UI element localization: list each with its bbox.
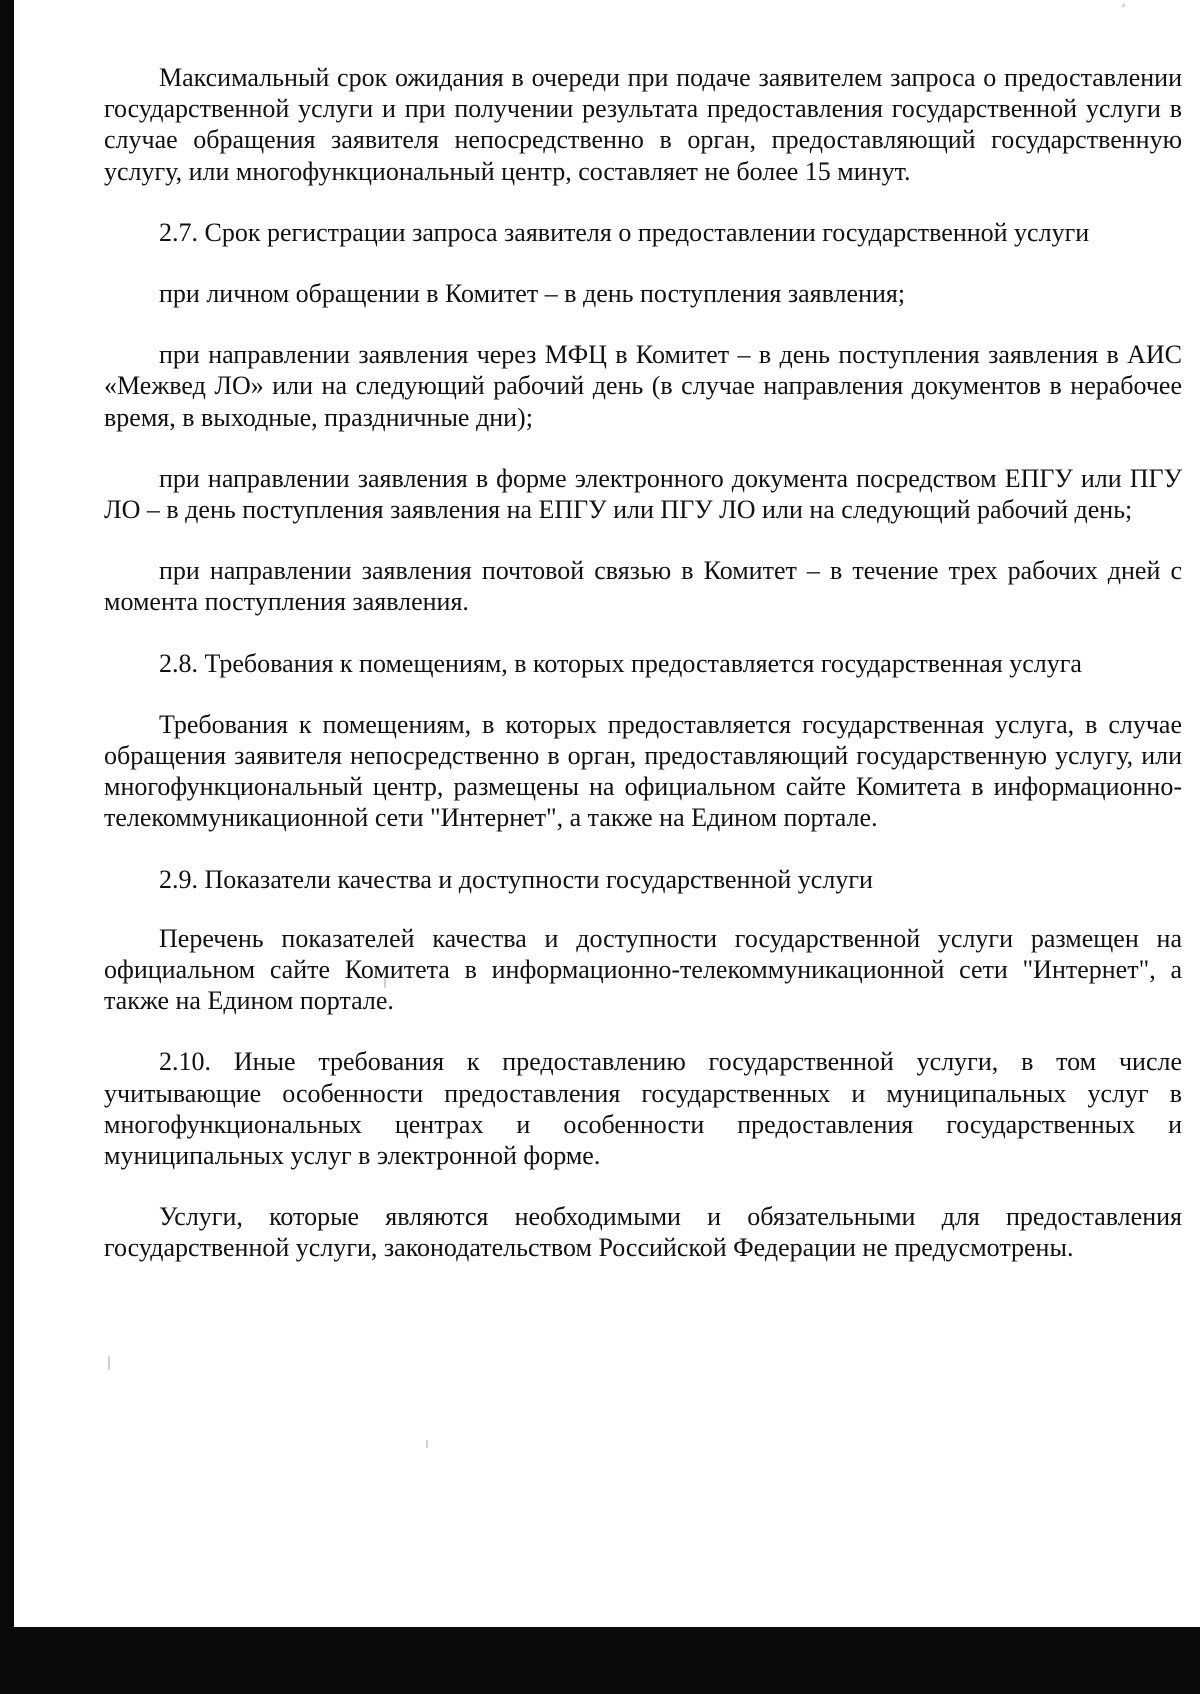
- paragraph-electronic: при направлении заявления в форме электронного документа посредством ЕПГУ или ПГУ ЛО – в день поступления заявления на ЕПГУ или ПГУ ЛО или на следующий рабочий день;: [104, 463, 1182, 525]
- section-heading-2-9: 2.9. Показатели качества и доступности государственной услуги: [159, 864, 873, 894]
- document-body: [104, 62, 1182, 1264]
- paragraph-premises-requirements: Требования к помещениям, в которых предоставляется государственная услуга, в случае обращения заявителя непосредственно в орган, предоставляющий государственную услугу, или многофункциональный центр, размещены на официальном сайте Комитета в информационно-телекоммуникационной сети "Интернет", а также на Едином портале.: [104, 709, 1182, 833]
- paragraph-personal-visit: при личном обращении в Комитет – в день поступления заявления;: [159, 279, 906, 309]
- paragraph-via-mfc: при направлении заявления через МФЦ в Комитет – в день поступления заявления в АИС «Межвед ЛО» или на следующий рабочий день (в случае направления документов в нерабочее время, в выходные, праздничные дни);: [104, 340, 1182, 432]
- scan-speck: [1122, 4, 1125, 7]
- paragraph-quality-indicators: Перечень показателей качества и доступности государственной услуги размещен на официальном сайте Комитета в информационно-телекоммуникационной сети "Интернет", а также на Едином портале.: [104, 923, 1182, 1016]
- paragraph-mandatory-services: Услуги, которые являются необходимыми и обязательными для предоставления государственной услуги, законодательством Российской Федерации не предусмотрены.: [104, 1202, 1182, 1263]
- document-page: [14, 0, 1200, 1627]
- scan-speck: [108, 1356, 110, 1370]
- scan-left-edge: [0, 0, 14, 1694]
- paragraph-postal: при направлении заявления почтовой связью в Комитет – в течение трех рабочих дней с момента поступления заявления.: [104, 556, 1182, 617]
- scan-speck: [426, 1440, 428, 1448]
- section-heading-2-7: 2.7. Срок регистрации запроса заявителя о предоставлении государственной услуги: [159, 217, 1090, 247]
- paragraph-queue-wait-time: Максимальный срок ожидания в очереди при подаче заявителем запроса о предоставлении государственной услуги и при получении результата предоставления государственной услуги в случае обращения заявителя непосредственно в орган, предоставляющий государственную услугу, или многофункциональный центр, составляет не более 15 минут.: [104, 63, 1182, 186]
- section-heading-2-8: 2.8. Требования к помещениям, в которых предоставляется государственная услуга: [159, 648, 1082, 678]
- scan-bottom-edge: [0, 1627, 1200, 1694]
- section-heading-2-10: 2.10. Иные требования к предоставлению государственной услуги, в том числе учитывающие особенности предоставления государственных и муниципальных услуг в многофункциональных центрах и особенности предоставления государственных и муниципальных услуг в электронной форме.: [104, 1047, 1182, 1171]
